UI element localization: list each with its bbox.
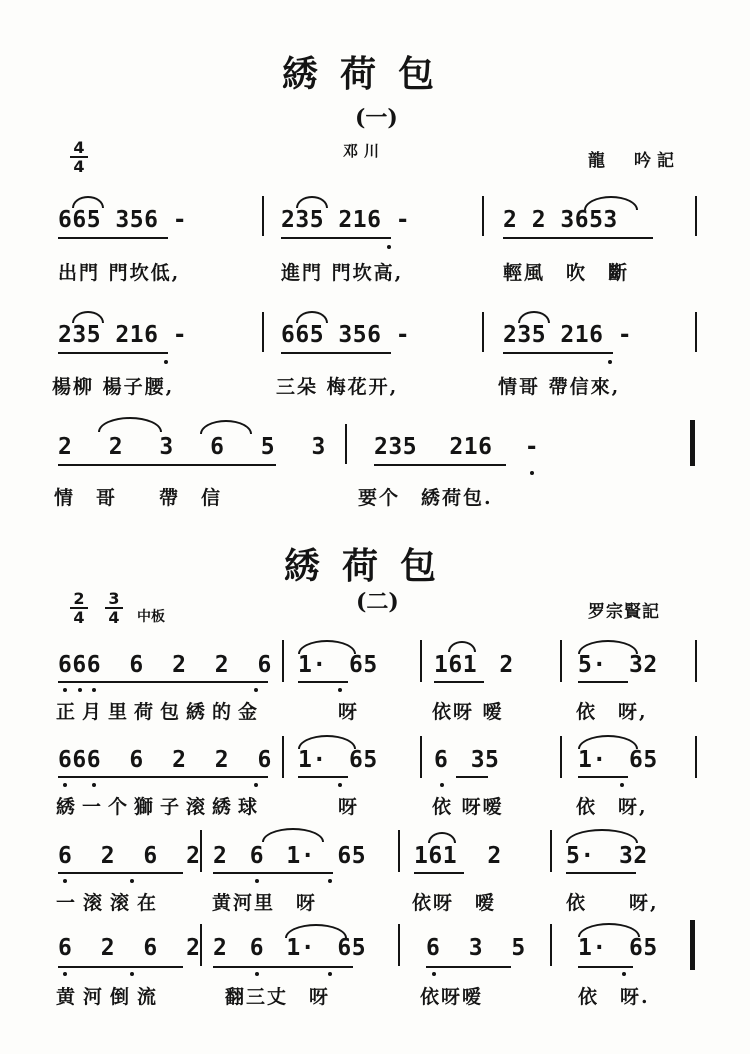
- song2-time-signature-b: [105, 591, 123, 625]
- lyrics-s2-l3-m2: 黄河里 呀: [212, 892, 318, 914]
- notes-s2-l2-m4: 1· 65: [578, 747, 658, 773]
- song2-tempo: 中板: [137, 609, 165, 625]
- notes-s2-l4-m3: 6 3 5: [426, 935, 526, 961]
- notes-s2-l4-m1: 6 2 6 2: [58, 935, 201, 961]
- lyrics-s2-l1-m4: 依 呀,: [576, 701, 648, 723]
- notes-s2-l3-m4: 5· 32: [566, 843, 648, 869]
- lyrics-s1-l3-m2: 要个 綉荷包.: [358, 487, 493, 509]
- lyrics-s2-l2-m4: 依 呀,: [576, 796, 648, 818]
- ts-denominator: 4: [73, 157, 85, 176]
- lyrics-s2-l2-m1: 綉一个獅子滚綉球: [56, 796, 265, 818]
- notes-s2-l4-m4: 1· 65: [578, 935, 658, 961]
- lyrics-s1-l2-m1: 楊柳 楊子腰,: [52, 376, 175, 398]
- lyrics-s2-l4-m4: 依 呀.: [578, 986, 650, 1008]
- notes-s1-l1-m2: 235 216 -: [281, 207, 411, 233]
- lyrics-s2-l1-m3: 依呀 嗳: [432, 701, 504, 723]
- lyrics-s2-l4-m2: 翻三丈 呀: [225, 986, 331, 1008]
- song2-number: (二): [356, 589, 399, 615]
- ts-numerator: 4: [73, 138, 85, 157]
- song2-time-signature-a: [70, 591, 88, 625]
- song1-region: 邓川: [343, 142, 386, 160]
- notes-s2-l1-m4: 5· 32: [578, 652, 658, 678]
- lyrics-s2-l1-m1: 正月里荷包綉的金: [56, 701, 265, 723]
- notes-s2-l2-m2: 1· 65: [298, 747, 378, 773]
- notes-s1-l3-m2: 235 216 -: [374, 434, 540, 460]
- lyrics-s2-l3-m1: 一滚滚在: [56, 892, 165, 914]
- notes-s2-l1-m2: 1· 65: [298, 652, 378, 678]
- notes-s1-l1-m3: 2 2 3653: [503, 207, 618, 233]
- notes-s2-l3-m1: 6 2 6 2: [58, 843, 201, 869]
- song1-number: (一): [355, 105, 398, 131]
- song1-recorder: 龍 吟記: [588, 151, 680, 171]
- ts2a-numerator: 2: [73, 589, 85, 608]
- notes-s2-l2-m3: 6 35: [434, 747, 500, 773]
- lyrics-s2-l4-m3: 依呀嗳: [420, 986, 484, 1008]
- lyrics-s1-l1-m3: 輕風 吹 斷: [503, 262, 630, 284]
- notes-s2-l3-m2: 2 6 1· 65: [213, 843, 367, 869]
- lyrics-s1-l2-m2: 三朵 梅花开,: [276, 376, 399, 398]
- lyrics-s2-l3-m3: 依呀 嗳: [412, 892, 497, 914]
- song2-title: 綉荷包: [284, 545, 459, 587]
- notes-s1-l1-m1: 665 356 -: [58, 207, 188, 233]
- notes-s1-l2-m1: 235 216 -: [58, 322, 188, 348]
- ts2b-denominator: 4: [108, 608, 120, 627]
- song1-time-signature: [70, 140, 88, 174]
- song2-recorder: 罗宗賢記: [588, 602, 660, 622]
- ts2a-denominator: 4: [73, 608, 85, 627]
- notes-s1-l3-m1: 2 2 3 6 5 3: [58, 434, 326, 460]
- lyrics-s1-l2-m3: 情哥 帶信來,: [498, 376, 621, 398]
- notes-s2-l4-m2: 2 6 1· 65: [213, 935, 367, 961]
- notes-s2-l2-m1: 666 6 2 2 6: [58, 747, 272, 773]
- song1-title: 綉荷包: [282, 53, 457, 95]
- notes-s2-l1-m3: 161 2: [434, 652, 514, 678]
- lyrics-s2-l3-m4: 依 呀,: [566, 892, 659, 914]
- notes-s1-l2-m2: 665 356 -: [281, 322, 411, 348]
- notes-s2-l1-m1: 666 6 2 2 6: [58, 652, 272, 678]
- lyrics-s1-l1-m2: 進門 門坎高,: [281, 262, 404, 284]
- lyrics-s1-l3-m1: 情 哥 帶 信: [54, 487, 223, 509]
- lyrics-s2-l2-m3: 依 呀嗳: [432, 796, 504, 818]
- lyrics-s2-l2-m2: 呀: [338, 796, 360, 818]
- ts2b-numerator: 3: [108, 589, 120, 608]
- notes-s1-l2-m3: 235 216 -: [503, 322, 633, 348]
- lyrics-s2-l4-m1: 黄河倒流: [56, 986, 165, 1008]
- notes-s2-l3-m3: 161 2: [414, 843, 502, 869]
- lyrics-s1-l1-m1: 出門 門坎低,: [58, 262, 181, 284]
- lyrics-s2-l1-m2: 呀: [338, 701, 360, 723]
